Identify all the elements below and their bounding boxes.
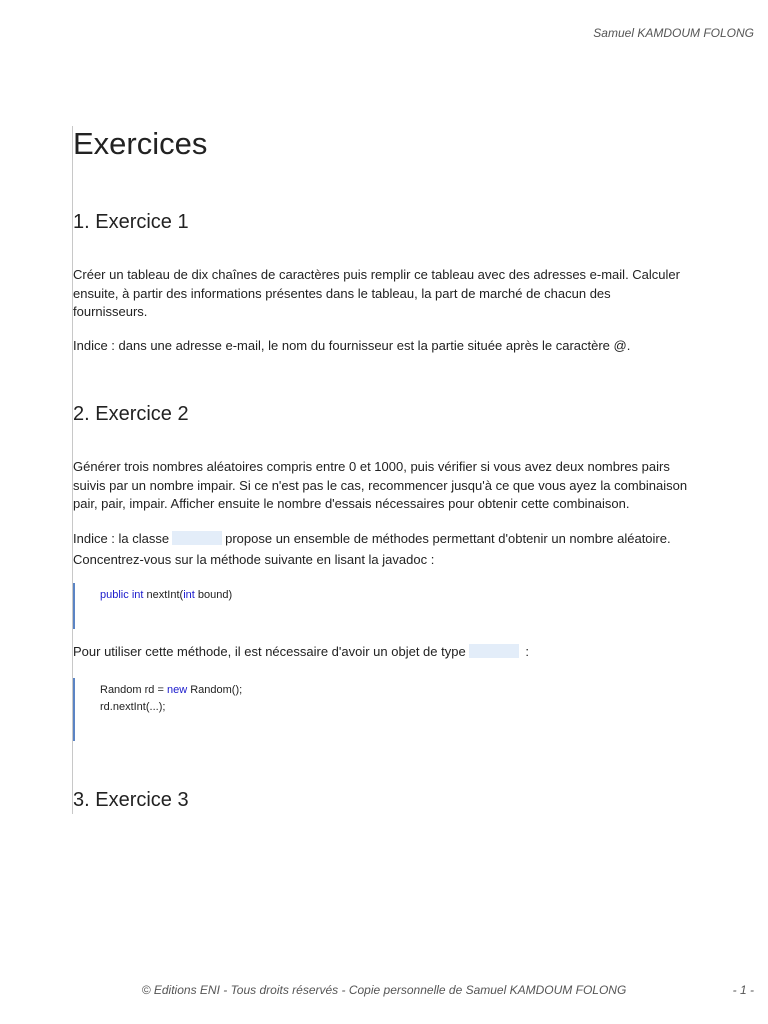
- code-keyword: int: [131, 589, 144, 601]
- page-title: Exercices: [73, 126, 208, 161]
- code-keyword: new: [166, 684, 188, 696]
- statement-line: pair, pair, impair. Afficher ensuite le nombre d'essais nécessaires pour obtenir cette combinaison.: [73, 496, 630, 511]
- footer-page-number: - 1 -: [732, 983, 754, 997]
- exercice-2-usage: [73, 643, 698, 662]
- code-line: rd.nextInt(...);: [100, 701, 166, 713]
- statement-line: fournisseurs.: [73, 304, 148, 319]
- usage-text-after: :: [525, 644, 529, 659]
- hint-line: [73, 529, 698, 550]
- exercice-2-statement: [73, 458, 698, 514]
- statement-line: Générer trois nombres aléatoires compris entre 0 et 1000, puis vérifier si vous avez deux nombres pairs: [73, 459, 670, 474]
- statement-line: Créer un tableau de dix chaînes de caractères puis remplir ce tableau avec des adresses e-mail. Calculer: [73, 267, 680, 282]
- code-keyword: int: [183, 589, 195, 601]
- usage-text-before: Pour utiliser cette méthode, il est nécessaire d'avoir un objet de type: [73, 644, 466, 659]
- code-block-nextint: [73, 583, 673, 629]
- code-keyword: public: [100, 589, 129, 601]
- section-title-exercice-3: 3. Exercice 3: [73, 789, 189, 811]
- code-method: nextInt(: [146, 589, 184, 601]
- hint-line-2: Concentrez-vous sur la méthode suivante en lisant la javadoc :: [73, 551, 435, 567]
- exercice-2-hint: [73, 529, 698, 570]
- blank-class-name-placeholder: [172, 531, 222, 545]
- code-text: Random();: [187, 684, 243, 696]
- statement-line: suivis par un nombre impair. Si ce n'est pas le cas, recommencer jusqu'à ce que vous ayez la combinaison: [73, 477, 688, 493]
- statement-line: ensuite, à partir des informations présentes dans le tableau, la part de marché de chacun des: [73, 285, 611, 301]
- code-line: [75, 682, 673, 699]
- code-line: [75, 587, 673, 604]
- hint-text-before: Indice : la classe: [73, 531, 170, 546]
- hint-text-after: propose un ensemble de méthodes permettant d'obtenir un nombre aléatoire.: [225, 531, 671, 546]
- code-param: bound): [197, 589, 233, 601]
- exercice-1-statement: [73, 266, 698, 322]
- section-title-exercice-2: 2. Exercice 2: [73, 403, 189, 425]
- code-block-random: [73, 678, 673, 741]
- exercice-1-hint: Indice : dans une adresse e-mail, le nom du fournisseur est la partie située après le caractère @.: [73, 338, 631, 353]
- section-title-exercice-1: 1. Exercice 1: [73, 211, 189, 233]
- header-author: Samuel KAMDOUM FOLONG: [593, 26, 754, 40]
- blank-type-name-placeholder: [469, 644, 519, 658]
- footer-copyright: © Editions ENI - Tous droits réservés - Copie personnelle de Samuel KAMDOUM FOLONG: [141, 983, 627, 997]
- code-text: Random rd =: [100, 684, 167, 696]
